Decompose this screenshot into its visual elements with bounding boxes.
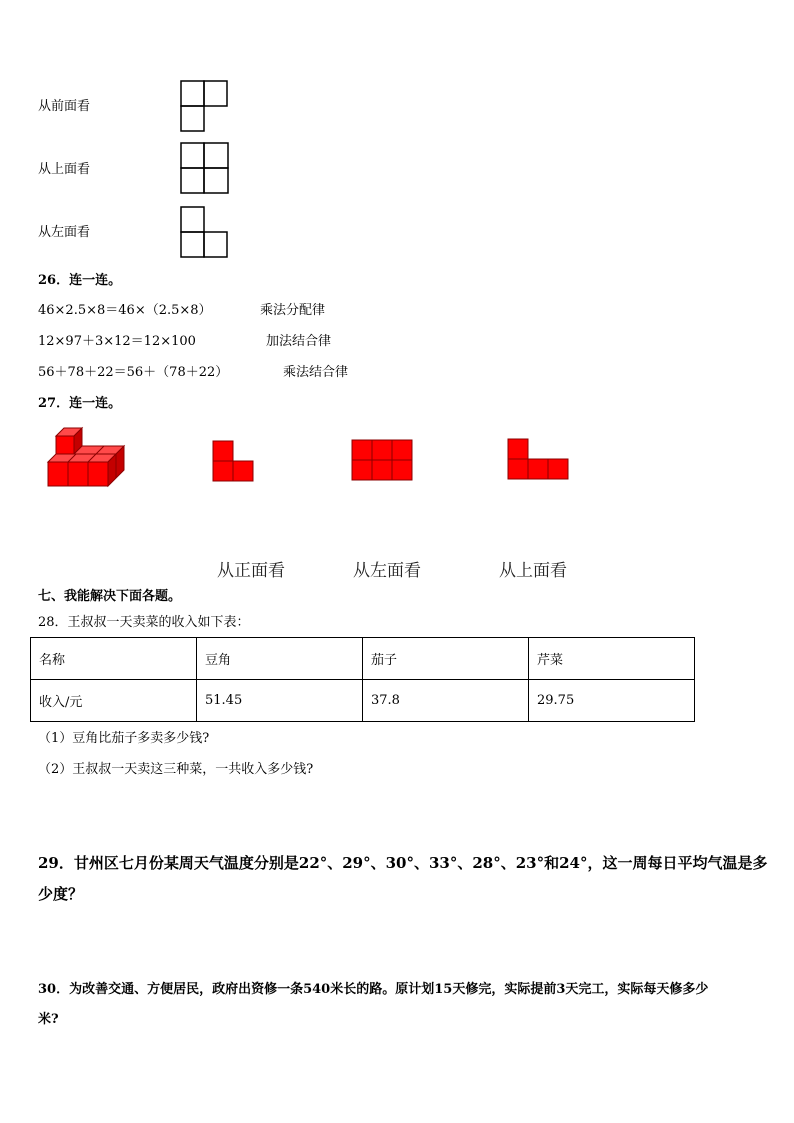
- q28-sub-question-2: （2）王叔叔一天卖这三种菜，一共收入多少钱?: [38, 762, 314, 777]
- q29-line-1: 29．甘州区七月份某周天气温度分别是22°、29°、30°、33°、28°、23°和24°，这一周每日平均气温是多: [38, 854, 768, 872]
- table-row: [31, 680, 695, 722]
- q29-line-2: 少度？: [38, 885, 84, 903]
- q27-title: 27．连一连。: [38, 396, 122, 411]
- table-header-cell: 名称: [31, 638, 197, 680]
- income-table: [30, 637, 695, 722]
- q30-line-2: 米?: [38, 1012, 59, 1027]
- q26-law-1: 乘法分配律: [260, 303, 326, 318]
- view-label-top: 从上面看: [38, 162, 91, 177]
- view-caption-left: 从左面看: [353, 561, 421, 581]
- table-cell: 29.75: [529, 680, 695, 722]
- table-cell: 37.8: [363, 680, 529, 722]
- view-label-front: 从前面看: [38, 99, 91, 114]
- table-cell: 51.45: [197, 680, 363, 722]
- section-7-title: 七、我能解决下面各题。: [38, 589, 182, 604]
- view-caption-front: 从正面看: [217, 561, 285, 581]
- cube-solid-3d: [44, 426, 128, 490]
- table-cell: 收入/元: [31, 680, 197, 722]
- table-header-cell: 豆角: [197, 638, 363, 680]
- table-header-cell: 芹菜: [529, 638, 695, 680]
- q28-sub-question-1: （1）豆角比茄子多卖多少钱?: [38, 731, 210, 746]
- front-view-grid: [180, 80, 230, 134]
- l-shape-view: [212, 440, 256, 482]
- table-row: [31, 638, 695, 680]
- q26-law-3: 乘法结合律: [283, 365, 349, 380]
- long-l-shape-view: [507, 438, 571, 482]
- q28-title: 28．王叔叔一天卖菜的收入如下表：: [38, 615, 250, 630]
- left-view-grid: [180, 206, 230, 260]
- q30-line-1: 30．为改善交通、方便居民，政府出资修一条540米长的路。原计划15天修完，实际提前3天完工，实际每天修多少: [38, 982, 709, 997]
- q26-equation-2: 12×97＋3×12＝12×100: [38, 334, 196, 349]
- view-label-left: 从左面看: [38, 225, 91, 240]
- top-view-grid: [180, 142, 230, 196]
- table-header-cell: 茄子: [363, 638, 529, 680]
- q26-title: 26．连一连。: [38, 273, 122, 288]
- q26-equation-3: 56＋78＋22＝56＋（78＋22）: [38, 365, 229, 380]
- q26-law-2: 加法结合律: [266, 334, 332, 349]
- rectangle-view: [351, 439, 415, 481]
- view-caption-top: 从上面看: [499, 561, 567, 581]
- q26-equation-1: 46×2.5×8＝46×（2.5×8）: [38, 303, 212, 318]
